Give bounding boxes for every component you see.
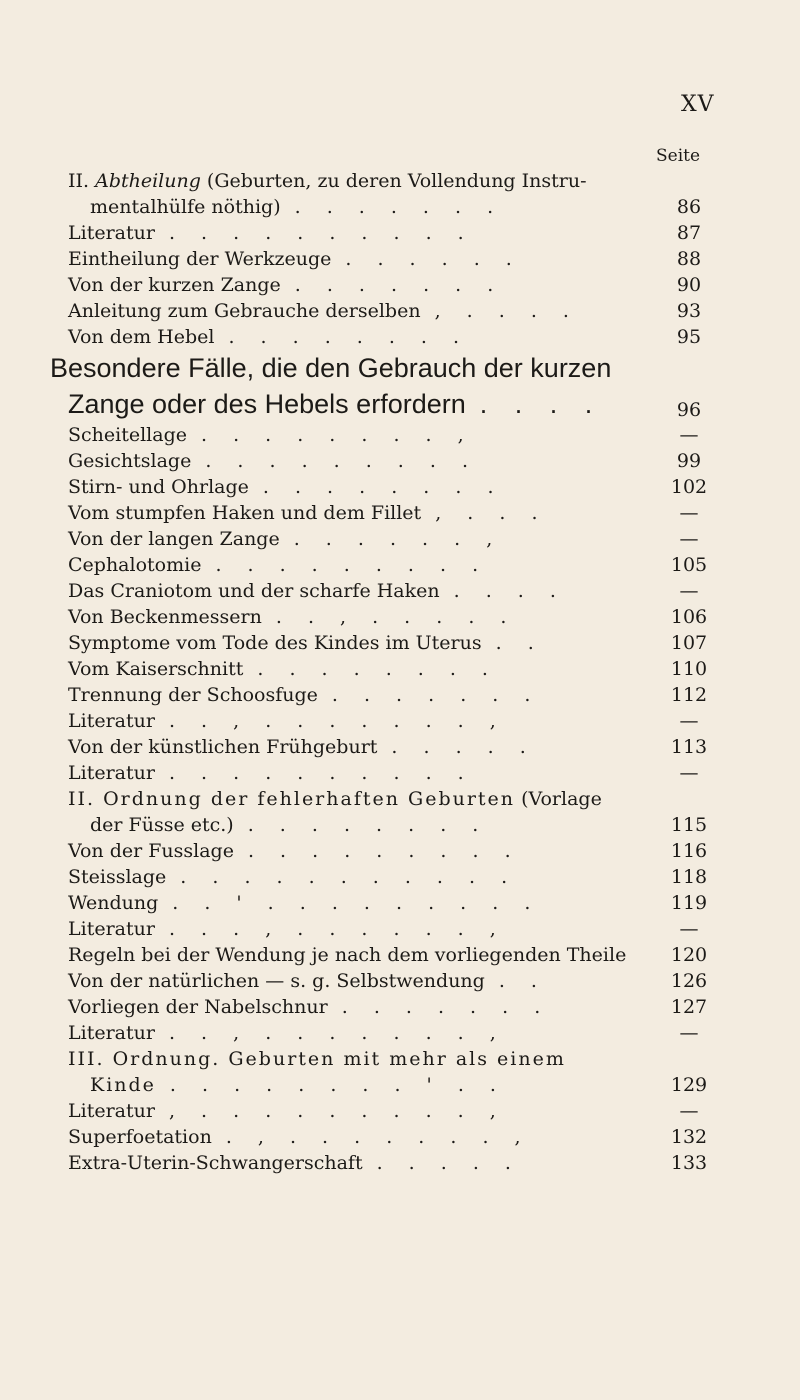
- dot-leader: . . . . .: [391, 736, 530, 758]
- toc-entry-text: Besondere Fälle, die den Gebrauch der kurzen: [50, 353, 612, 383]
- toc-entry: [68, 994, 718, 1020]
- toc-entry-page: 127: [670, 996, 708, 1018]
- toc-entry-text: Vom Kaiserschnitt: [68, 658, 244, 680]
- toc-entry-title: [68, 734, 530, 760]
- toc-entry: [68, 942, 718, 968]
- toc-entry-page: 110: [670, 658, 708, 680]
- dot-leader: . . . . . . . .: [262, 476, 498, 498]
- toc-entry-page: 113: [670, 736, 708, 758]
- toc-entry-page: 119: [670, 892, 708, 914]
- toc-entry-title: [68, 838, 515, 864]
- toc-entry: [68, 968, 718, 994]
- toc-entry-page: 96: [676, 399, 702, 421]
- toc-entry-text: Literatur: [68, 762, 155, 784]
- toc-entry-prefix: II.: [68, 170, 96, 192]
- toc-entry-title: [68, 890, 534, 916]
- toc-entry-text: Von der langen Zange: [68, 528, 280, 550]
- toc-entry: [68, 448, 718, 474]
- toc-entry-title: [68, 324, 463, 350]
- toc-entry-title: [68, 786, 602, 812]
- toc-entry-text: Trennung der Schoosfuge: [68, 684, 318, 706]
- toc-entry: [68, 1098, 718, 1124]
- toc-entry: [68, 552, 718, 578]
- toc-entry-page: —: [679, 710, 699, 732]
- toc-entry-title: [68, 526, 496, 552]
- toc-entry-page: 115: [670, 814, 708, 836]
- toc-entry-text: Steisslage: [68, 866, 167, 888]
- toc-entry: [68, 1150, 718, 1176]
- toc-entry: [68, 812, 718, 838]
- dot-leader: . . , . . . . . . . ,: [168, 1022, 500, 1044]
- toc-entry-page: —: [679, 502, 699, 524]
- toc-entry-title: [68, 968, 541, 994]
- toc-entry-text: der Füsse etc.): [90, 814, 234, 836]
- dot-leader: . . . . . . . . .: [247, 840, 515, 862]
- toc-entry-page: 132: [670, 1126, 708, 1148]
- toc-entry-title: [68, 1046, 566, 1072]
- toc-entry: [68, 604, 718, 630]
- toc-entry-text: Kinde: [90, 1074, 156, 1096]
- toc-entry-page: 87: [676, 222, 702, 244]
- toc-entry-title: [68, 298, 573, 324]
- toc-entry: [68, 194, 718, 220]
- toc-entry-title: [68, 864, 511, 890]
- dot-leader: . . . . . . . . . .: [168, 222, 468, 244]
- dot-leader: . , . . . . . . . ,: [225, 1126, 525, 1148]
- toc-entry-title: [68, 422, 468, 448]
- dot-leader: . . , . . . . .: [275, 606, 511, 628]
- toc-entry-title: [68, 474, 497, 500]
- toc-entry-page: —: [679, 762, 699, 784]
- table-of-contents: [50, 168, 718, 1176]
- toc-entry-title: [68, 194, 497, 220]
- toc-entry-text: Gesichtslage: [68, 450, 192, 472]
- toc-entry-title: [68, 386, 596, 422]
- toc-entry: [68, 1020, 718, 1046]
- dot-leader: . . . . . .: [345, 248, 516, 270]
- toc-entry: [68, 1124, 718, 1150]
- toc-entry-text: Von der natürlichen — s. g. Selbstwendung: [68, 970, 485, 992]
- toc-entry-text: Literatur: [68, 918, 155, 940]
- toc-entry-text: Literatur: [68, 1100, 155, 1122]
- toc-entry-page: 126: [670, 970, 708, 992]
- dot-leader: . . . . . . . .: [228, 326, 464, 348]
- toc-entry-page: 106: [670, 606, 708, 628]
- toc-entry-title: [68, 168, 587, 194]
- toc-entry-title: [68, 1098, 500, 1124]
- toc-entry-text: Von der künstlichen Frühgeburt: [68, 736, 378, 758]
- toc-entry-text: Cephalotomie: [68, 554, 202, 576]
- toc-entry-text: mentalhülfe nöthig): [90, 196, 281, 218]
- dot-leader: . . . . . . ,: [293, 528, 497, 550]
- toc-entry: [68, 298, 718, 324]
- toc-entry-title: [68, 682, 534, 708]
- toc-entry-title: [68, 1150, 515, 1176]
- dot-leader: . . . . . . . . . .: [168, 762, 468, 784]
- toc-entry-text: Symptome vom Tode des Kindes im Uterus: [68, 632, 482, 654]
- toc-entry-text: Zange oder des Hebels erfordern: [68, 389, 466, 419]
- toc-entry-page: 90: [676, 274, 702, 296]
- toc-entry-title: [68, 656, 492, 682]
- toc-entry-page: —: [679, 528, 699, 550]
- toc-entry-page: 93: [676, 300, 702, 322]
- toc-entry: [68, 916, 718, 942]
- toc-entry: [68, 220, 718, 246]
- dot-leader: . . . . . . . . ' . .: [169, 1074, 500, 1096]
- toc-entry-page: 102: [670, 476, 708, 498]
- toc-entry-page: 99: [676, 450, 702, 472]
- toc-entry-text: Vom stumpfen Haken und dem Fillet: [68, 502, 422, 524]
- toc-entry-page: —: [679, 1022, 699, 1044]
- toc-entry-page: —: [679, 918, 699, 940]
- toc-entry: [68, 682, 718, 708]
- toc-entry: [68, 500, 718, 526]
- toc-entry-title: [68, 1072, 500, 1098]
- toc-entry-title: [68, 552, 482, 578]
- toc-entry-text: II. Ordnung der fehlerhaften Geburten: [68, 788, 516, 810]
- toc-entry-title: [68, 448, 472, 474]
- toc-entry: [68, 168, 718, 194]
- toc-entry-page: 105: [670, 554, 708, 576]
- toc-entry: [68, 474, 718, 500]
- toc-entry-text: Stirn- und Ohrlage: [68, 476, 249, 498]
- toc-entry-title: [68, 942, 626, 968]
- toc-entry-page: 112: [670, 684, 708, 706]
- toc-entry: [68, 526, 718, 552]
- toc-entry-page: 116: [670, 840, 708, 862]
- toc-entry-title: [68, 604, 510, 630]
- toc-entry-text: Scheitellage: [68, 424, 187, 446]
- dot-leader: . .: [498, 970, 541, 992]
- toc-entry: [68, 786, 718, 812]
- dot-leader: . . . .: [479, 389, 597, 419]
- dot-leader: . . . . . . . .: [257, 658, 492, 680]
- toc-entry: [68, 272, 718, 298]
- toc-entry-suffix: (Vorlage: [515, 788, 602, 810]
- dot-leader: . . , . . . . . . . ,: [168, 710, 500, 732]
- dot-leader: . . . , . . . . . . ,: [168, 918, 500, 940]
- toc-entry-page: 129: [670, 1074, 708, 1096]
- toc-entry-page: 133: [670, 1152, 708, 1174]
- toc-entry-page: 86: [676, 196, 702, 218]
- toc-entry-title: [50, 350, 611, 386]
- dot-leader: . .: [495, 632, 538, 654]
- toc-entry-text: Von dem Hebel: [68, 326, 215, 348]
- toc-entry-prefix-italic: Abtheilung: [95, 170, 201, 192]
- toc-entry-text: Literatur: [68, 1022, 155, 1044]
- toc-entry-page: —: [679, 1100, 699, 1122]
- toc-entry-text: Anleitung zum Gebrauche derselben: [68, 300, 421, 322]
- toc-entry: [68, 760, 718, 786]
- toc-entry-page: —: [679, 580, 699, 602]
- dot-leader: . . . . . . . . ,: [200, 424, 468, 446]
- toc-entry-text: III. Ordnung.: [68, 1048, 221, 1070]
- toc-entry-page: 107: [670, 632, 708, 654]
- toc-entry: [68, 890, 718, 916]
- dot-leader: . . . . .: [376, 1152, 515, 1174]
- toc-entry-text: Von der kurzen Zange: [68, 274, 281, 296]
- toc-entry-text: Literatur: [68, 222, 155, 244]
- dot-leader: . . . . . . .: [341, 996, 545, 1018]
- toc-entry: [68, 422, 718, 448]
- dot-leader: , . . . .: [434, 300, 573, 322]
- toc-entry: [68, 1046, 718, 1072]
- toc-entry: [68, 246, 718, 272]
- toc-entry-page: 118: [670, 866, 708, 888]
- toc-entry: [68, 656, 718, 682]
- toc-entry-suffix: Geburten mit mehr als einem: [220, 1048, 566, 1070]
- toc-entry-title: [68, 1124, 525, 1150]
- toc-entry-page: 120: [670, 944, 708, 966]
- toc-entry-text: Regeln bei der Wendung je nach dem vorliegenden Theile: [68, 944, 627, 966]
- toc-entry-title: [68, 500, 541, 526]
- toc-entry-page: 88: [676, 248, 702, 270]
- dot-leader: . . . . . . . . .: [215, 554, 483, 576]
- dot-leader: . . . . . . . .: [247, 814, 483, 836]
- toc-entry-text: Wendung: [68, 892, 159, 914]
- toc-entry-text: Eintheilung der Werkzeuge: [68, 248, 332, 270]
- toc-entry-text: Superfoetation: [68, 1126, 212, 1148]
- toc-entry: [68, 630, 718, 656]
- dot-leader: . . . . . . . . .: [205, 450, 473, 472]
- toc-entry-title: [68, 578, 560, 604]
- dot-leader: . . . . . . .: [331, 684, 535, 706]
- toc-entry: [68, 708, 718, 734]
- dot-leader: . . ' . . . . . . . . .: [172, 892, 535, 914]
- toc-entry-title: [68, 760, 468, 786]
- toc-entry-title: [68, 272, 497, 298]
- toc-entry: [68, 734, 718, 760]
- section-heading: [50, 350, 718, 386]
- toc-entry-text: (Geburten, zu deren Vollendung Instru-: [200, 170, 587, 192]
- section-heading: [68, 386, 718, 422]
- dot-leader: . . . . . . .: [294, 196, 498, 218]
- dot-leader: , . . . . . . . . . ,: [168, 1100, 500, 1122]
- toc-entry-text: Literatur: [68, 710, 155, 732]
- toc-entry-text: Von der Fusslage: [68, 840, 234, 862]
- toc-entry-title: [68, 220, 468, 246]
- toc-entry: [68, 864, 718, 890]
- toc-entry-text: Von Beckenmessern: [68, 606, 262, 628]
- toc-entry-text: Vorliegen der Nabelschnur: [68, 996, 328, 1018]
- toc-entry-title: [68, 916, 500, 942]
- toc-entry: [68, 324, 718, 350]
- toc-entry-title: [68, 1020, 500, 1046]
- toc-entry-title: [68, 246, 516, 272]
- toc-entry: [68, 1072, 718, 1098]
- toc-entry-text: Das Craniotom und der scharfe Haken: [68, 580, 440, 602]
- toc-entry-page: —: [679, 424, 699, 446]
- toc-entry: [68, 578, 718, 604]
- dot-leader: . . . .: [453, 580, 560, 602]
- toc-entry-text: Extra-Uterin-Schwangerschaft: [68, 1152, 363, 1174]
- page-number: XV: [681, 92, 715, 117]
- dot-leader: . . . . . . .: [294, 274, 498, 296]
- toc-entry-title: [68, 994, 544, 1020]
- toc-entry-title: [68, 708, 500, 734]
- column-label-seite: Seite: [656, 146, 701, 166]
- toc-entry-page: 95: [676, 326, 702, 348]
- dot-leader: . . . . . . . . . . .: [180, 866, 512, 888]
- toc-entry: [68, 838, 718, 864]
- dot-leader: , . . .: [435, 502, 542, 524]
- toc-entry-title: [68, 630, 538, 656]
- toc-entry-title: [68, 812, 482, 838]
